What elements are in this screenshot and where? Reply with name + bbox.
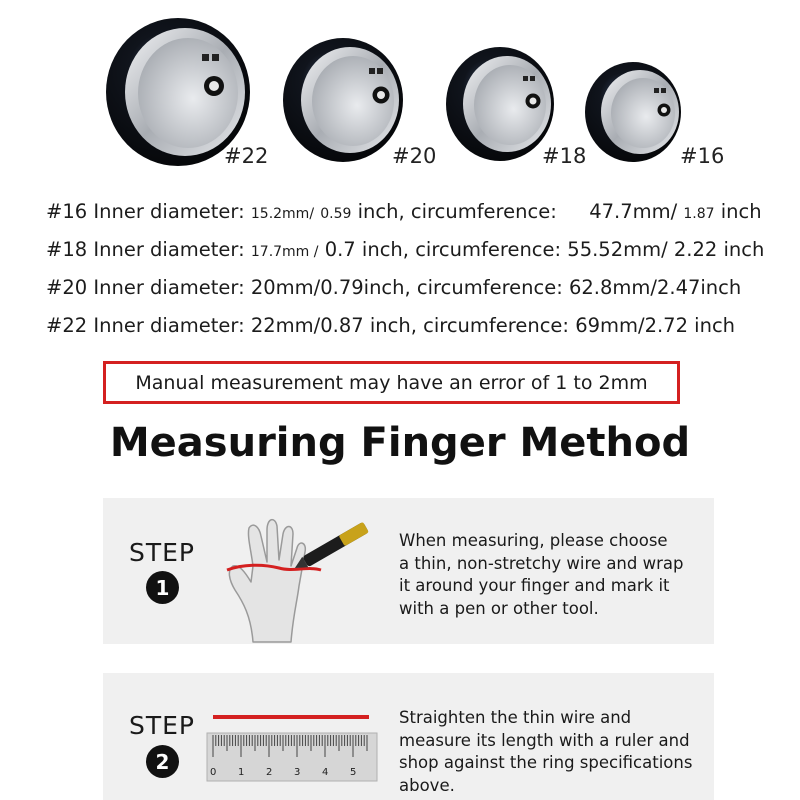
ring-20-image — [283, 38, 403, 162]
spec-row-20: #20 Inner diameter: 20mm/0.79inch, circumference: 62.8mm/2.47inch — [46, 276, 742, 299]
ring-16-image — [585, 62, 681, 162]
step-2-line: above. — [399, 775, 455, 795]
step-2-line: measure its length with a ruler and — [399, 730, 690, 750]
spec-unit: inch, — [357, 200, 405, 223]
step-2-number: 2 — [146, 745, 179, 778]
step-2-line: shop against the ring specifications — [399, 753, 693, 772]
ruler-illustration — [203, 707, 383, 797]
ring-size-label-16: #16 — [680, 144, 725, 168]
ring-size-label-20: #20 — [392, 144, 437, 168]
step-2-panel — [103, 673, 714, 800]
ring-18-image — [446, 47, 554, 161]
spec-row-16 — [46, 200, 762, 223]
step-1-number: 1 — [146, 571, 179, 604]
step-1-panel — [103, 498, 714, 644]
spec-inch: 0.7 — [324, 238, 356, 261]
ruler-number: 0 — [210, 767, 217, 778]
spec-circ-label: circumference: — [410, 200, 557, 223]
spec-size: #18 — [46, 238, 88, 261]
ruler-number: 3 — [294, 767, 301, 778]
spec-circ-unit: inch — [720, 200, 762, 223]
spec-circ-mm: 47.7mm/ — [589, 200, 678, 223]
step-1-line: When measuring, please choose — [399, 531, 668, 550]
measurement-error-note — [103, 361, 680, 404]
spec-label: Inner diameter: — [93, 200, 245, 223]
spec-circ-in: 1.87 — [683, 206, 715, 222]
ring-size-label-22: #22 — [224, 144, 269, 168]
step-1-description — [399, 530, 683, 620]
spec-row-22: #22 Inner diameter: 22mm/0.87 inch, circumference: 69mm/2.72 inch — [46, 314, 736, 337]
spec-row-18 — [46, 238, 764, 261]
spec-circ-unit: inch — [723, 238, 765, 261]
spec-mm: 15.2mm/ — [250, 206, 315, 222]
step-2-label: STEP — [129, 711, 196, 740]
spec-inch: 0.59 — [320, 206, 352, 222]
ruler-number: 5 — [350, 767, 357, 778]
hand-wrap-illustration — [213, 506, 393, 646]
note-text: Manual measurement may have an error of 1 to 2mm — [135, 371, 648, 394]
step-1-line: a thin, non-stretchy wire and wrap — [399, 553, 684, 573]
step-1-line: with a pen or other tool. — [399, 598, 599, 618]
spec-circ-label: circumference: — [415, 238, 562, 261]
spec-circ-in: 2.22 — [673, 238, 718, 261]
spec-unit: inch, — [361, 238, 409, 261]
ruler-number: 1 — [238, 767, 245, 778]
step-2-line: Straighten the thin wire and — [399, 708, 632, 727]
spec-mm: 17.7mm / — [250, 244, 319, 260]
ruler-number: 4 — [322, 767, 329, 778]
spec-label: Inner diameter: — [93, 238, 245, 261]
step-1-label: STEP — [129, 538, 196, 567]
spec-size: #16 — [46, 200, 88, 223]
step-2-description — [399, 707, 692, 797]
ring-size-label-18: #18 — [542, 144, 587, 168]
step-1-line: it around your finger and mark it — [399, 576, 670, 595]
spec-circ-mm: 55.52mm/ — [567, 238, 668, 261]
ruler-number: 2 — [266, 767, 273, 778]
page-title: Measuring Finger Method — [109, 420, 691, 466]
